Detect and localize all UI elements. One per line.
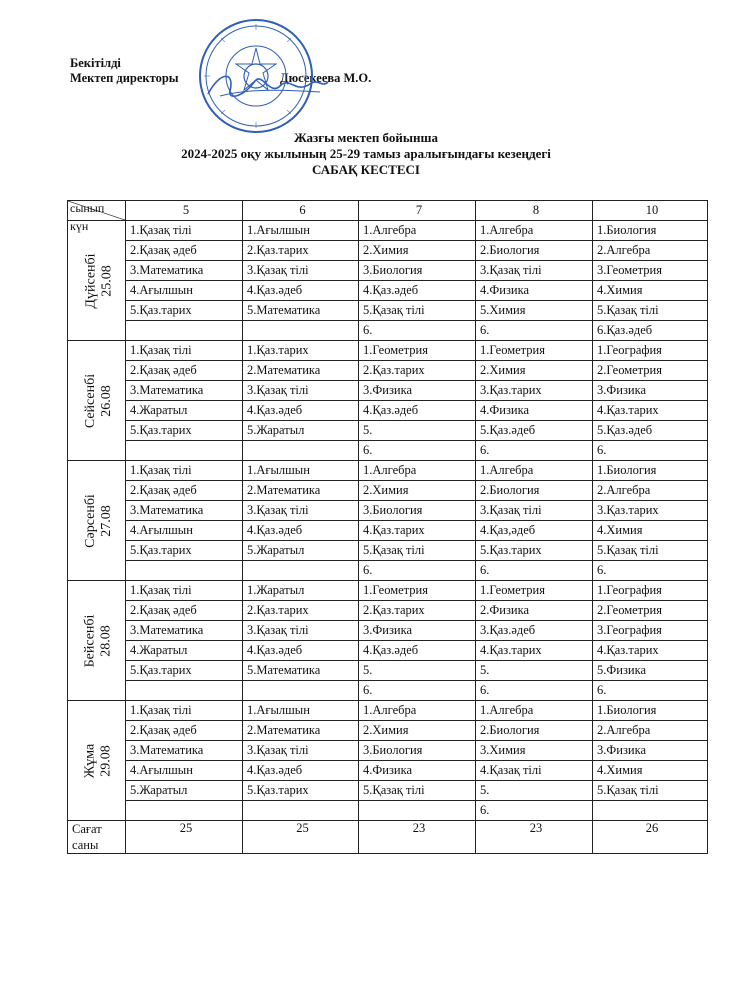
- lesson-cell: 1.Қазақ тілі: [126, 221, 243, 241]
- lesson-cell: 5.Қазақ тілі: [593, 301, 708, 321]
- lesson-cell: 5.Қазақ тілі: [359, 541, 476, 561]
- lesson-cell: 5.Қаз.тарих: [126, 301, 243, 321]
- lesson-cell: 1.Алгебра: [359, 221, 476, 241]
- lesson-cell: 5.Қаз.тарих: [243, 781, 359, 801]
- class-header: 10: [593, 201, 708, 221]
- lesson-cell: 2.Геометрия: [593, 361, 708, 381]
- lesson-cell: 5.Қаз.әдеб: [593, 421, 708, 441]
- lesson-cell: 3.Физика: [593, 741, 708, 761]
- lesson-cell: 6.: [476, 801, 593, 821]
- lesson-cell: 5.Жаратыл: [126, 781, 243, 801]
- lesson-cell: 5.Қаз.әдеб: [476, 421, 593, 441]
- lesson-cell: 3.Математика: [126, 741, 243, 761]
- schedule-row: [68, 741, 708, 761]
- lesson-cell: 1.Қазақ тілі: [126, 581, 243, 601]
- lesson-cell: 4.Қаз.тарих: [593, 641, 708, 661]
- lesson-cell: [243, 681, 359, 701]
- director-position: Мектеп директоры: [70, 71, 179, 85]
- lesson-cell: 2.Биология: [476, 481, 593, 501]
- lesson-cell: 2.Химия: [359, 241, 476, 261]
- lesson-cell: 4.Қаз.әдеб: [243, 281, 359, 301]
- lesson-cell: 3.Қазақ тілі: [476, 501, 593, 521]
- lesson-cell: 2.Математика: [243, 361, 359, 381]
- lesson-cell: 2.Қазақ әдеб: [126, 361, 243, 381]
- lesson-cell: 2.Қазақ әдеб: [126, 601, 243, 621]
- schedule-row: [68, 461, 708, 481]
- lesson-cell: 3.География: [593, 621, 708, 641]
- lesson-cell: 5.Қаз.тарих: [126, 541, 243, 561]
- lesson-cell: 2.Химия: [476, 361, 593, 381]
- lesson-cell: 4.Ағылшын: [126, 761, 243, 781]
- lesson-cell: [243, 441, 359, 461]
- schedule-row: [68, 621, 708, 641]
- lesson-cell: 2.Алгебра: [593, 241, 708, 261]
- class-header: 6: [243, 201, 359, 221]
- schedule-row: [68, 781, 708, 801]
- title-line-3: САБАҚ КЕСТЕСІ: [312, 162, 420, 177]
- lesson-cell: 1.Биология: [593, 461, 708, 481]
- lesson-cell: 4.Қаз.әдеб: [243, 761, 359, 781]
- lesson-cell: 4.Қаз.әдеб: [243, 641, 359, 661]
- lesson-cell: 3.Физика: [359, 621, 476, 641]
- schedule-row: [68, 601, 708, 621]
- day-name: Сейсенбі: [83, 373, 99, 428]
- lesson-cell: 4.Қаз.әдеб: [359, 401, 476, 421]
- schedule-row: [68, 341, 708, 361]
- lesson-cell: 2.Қазақ әдеб: [126, 481, 243, 501]
- lesson-cell: 6.: [476, 441, 593, 461]
- day-label: [83, 494, 115, 548]
- corner-cell: [68, 201, 126, 233]
- lesson-cell: 3.Қазақ тілі: [476, 261, 593, 281]
- lesson-cell: 2.Алгебра: [593, 721, 708, 741]
- lesson-cell: 3.Математика: [126, 381, 243, 401]
- approval-heading: Бекітілді: [70, 56, 121, 70]
- lesson-cell: 5.Қаз.тарих: [476, 541, 593, 561]
- schedule-row: [68, 541, 708, 561]
- schedule-row: [68, 441, 708, 461]
- lesson-cell: 5.Қазақ тілі: [359, 301, 476, 321]
- schedule-row: [68, 521, 708, 541]
- lesson-cell: 2.Биология: [476, 721, 593, 741]
- schedule-row: [68, 301, 708, 321]
- lesson-cell: 2.Математика: [243, 721, 359, 741]
- schedule-row: [68, 361, 708, 381]
- lesson-cell: 2.Биология: [476, 241, 593, 261]
- class-header: 8: [476, 201, 593, 221]
- lesson-cell: 4.Қаз.тарих: [359, 521, 476, 541]
- lesson-cell: 3.Қазақ тілі: [243, 381, 359, 401]
- lesson-cell: 5.Математика: [243, 661, 359, 681]
- lesson-cell: [243, 321, 359, 341]
- schedule-row: [68, 501, 708, 521]
- day-cell: [68, 701, 126, 821]
- lesson-cell: 4.Қаз,әдеб: [476, 521, 593, 541]
- lesson-cell: 4.Ағылшын: [126, 521, 243, 541]
- day-label: [83, 373, 115, 427]
- lesson-cell: 5.: [476, 781, 593, 801]
- lesson-cell: 3.Қазақ тілі: [243, 621, 359, 641]
- schedule-row: [68, 481, 708, 501]
- lesson-cell: 3.Биология: [359, 261, 476, 281]
- lesson-cell: 6.: [593, 561, 708, 581]
- lesson-cell: 3.Қаз.тарих: [593, 501, 708, 521]
- class-header: 5: [126, 201, 243, 221]
- lesson-cell: [126, 801, 243, 821]
- lesson-cell: [126, 681, 243, 701]
- lesson-cell: 5.Физика: [593, 661, 708, 681]
- hours-value: 23: [476, 821, 593, 854]
- document-title: [0, 130, 732, 178]
- day-date: 26.08: [99, 384, 115, 417]
- lesson-cell: 2.Қаз.тарих: [359, 601, 476, 621]
- schedule-row: [68, 321, 708, 341]
- lesson-cell: 3.Қаз.әдеб: [476, 621, 593, 641]
- lesson-cell: 1.Ағылшын: [243, 461, 359, 481]
- hours-value: 26: [593, 821, 708, 854]
- lesson-cell: 3.Биология: [359, 741, 476, 761]
- lesson-cell: 2.Алгебра: [593, 481, 708, 501]
- lesson-cell: 2.Қаз.тарих: [243, 601, 359, 621]
- lesson-cell: 5.Қазақ тілі: [359, 781, 476, 801]
- lesson-cell: 6.: [359, 321, 476, 341]
- day-date: 25.08: [99, 264, 115, 297]
- lesson-cell: 4.Қаз.әдеб: [359, 641, 476, 661]
- lesson-cell: 5.Қаз.тарих: [126, 661, 243, 681]
- lesson-cell: 3.Физика: [359, 381, 476, 401]
- lesson-cell: 4.Химия: [593, 761, 708, 781]
- lesson-cell: 5.: [476, 661, 593, 681]
- lesson-cell: 1.Геометрия: [359, 341, 476, 361]
- schedule-row: [68, 761, 708, 781]
- lesson-cell: 4.Физика: [476, 401, 593, 421]
- schedule-row: [68, 381, 708, 401]
- lesson-cell: [126, 561, 243, 581]
- lesson-cell: 3.Биология: [359, 501, 476, 521]
- lesson-cell: 4.Жаратыл: [126, 641, 243, 661]
- lesson-cell: 6.: [593, 441, 708, 461]
- lesson-cell: 2.Қаз.тарих: [359, 361, 476, 381]
- schedule-row: [68, 581, 708, 601]
- lesson-cell: 4.Қаз.әдеб: [243, 521, 359, 541]
- lesson-cell: 1.География: [593, 581, 708, 601]
- director-signature-icon: [200, 66, 330, 106]
- lesson-cell: 5.Қаз.тарих: [126, 421, 243, 441]
- lesson-cell: [126, 441, 243, 461]
- day-cell: [68, 221, 126, 341]
- header-row: [68, 201, 708, 221]
- lesson-cell: 1.Жаратыл: [243, 581, 359, 601]
- title-line-2: 2024-2025 оқу жылының 25-29 тамыз аралығындағы кезеңдегі: [181, 146, 551, 161]
- director-name: Дюсекеева М.О.: [280, 71, 372, 85]
- lesson-cell: 4.Химия: [593, 281, 708, 301]
- lesson-cell: 3.Физика: [593, 381, 708, 401]
- schedule-row: [68, 661, 708, 681]
- day-label: [83, 743, 115, 778]
- lesson-cell: 4.Ағылшын: [126, 281, 243, 301]
- day-name: Жұма: [82, 743, 98, 778]
- lesson-cell: 1.Геометрия: [359, 581, 476, 601]
- schedule-row: [68, 561, 708, 581]
- schedule-row: [68, 701, 708, 721]
- lesson-cell: 3.Қазақ тілі: [243, 501, 359, 521]
- lesson-cell: 2.Қаз.тарих: [243, 241, 359, 261]
- lesson-cell: 5.Қазақ тілі: [593, 541, 708, 561]
- lesson-cell: 5.: [359, 661, 476, 681]
- lesson-cell: [243, 801, 359, 821]
- lesson-cell: 3.Қазақ тілі: [243, 261, 359, 281]
- schedule-row: [68, 641, 708, 661]
- lesson-cell: 4.Химия: [593, 521, 708, 541]
- day-cell: [68, 461, 126, 581]
- lesson-cell: 2.Химия: [359, 481, 476, 501]
- lesson-cell: 6.: [593, 681, 708, 701]
- day-name: Бейсенбі: [82, 614, 98, 667]
- lesson-cell: [243, 561, 359, 581]
- lesson-cell: 4.Қаз.тарих: [593, 401, 708, 421]
- hours-value: 25: [126, 821, 243, 854]
- lesson-cell: 6.: [476, 321, 593, 341]
- schedule-row: [68, 221, 708, 241]
- lesson-cell: 3.Математика: [126, 501, 243, 521]
- lesson-cell: 5.Жаратыл: [243, 421, 359, 441]
- lesson-cell: 6.: [476, 681, 593, 701]
- lesson-cell: 1.Қазақ тілі: [126, 341, 243, 361]
- lesson-cell: 4.Қаз.әдеб: [359, 281, 476, 301]
- schedule-row: [68, 241, 708, 261]
- lesson-cell: 5.Қазақ тілі: [593, 781, 708, 801]
- corner-class-label: сынып: [70, 201, 105, 215]
- lesson-cell: 1.Қазақ тілі: [126, 701, 243, 721]
- lesson-cell: 2.Химия: [359, 721, 476, 741]
- lesson-cell: 1.Ағылшын: [243, 221, 359, 241]
- lesson-cell: [359, 801, 476, 821]
- lesson-cell: 5.Математика: [243, 301, 359, 321]
- lesson-cell: 1.Алгебра: [476, 221, 593, 241]
- lesson-cell: 3.Математика: [126, 261, 243, 281]
- schedule-row: [68, 401, 708, 421]
- lesson-cell: 2.Қазақ әдеб: [126, 241, 243, 261]
- schedule-row: [68, 281, 708, 301]
- hours-value: 23: [359, 821, 476, 854]
- lesson-cell: 2.Геометрия: [593, 601, 708, 621]
- lesson-cell: 2.Математика: [243, 481, 359, 501]
- lesson-cell: 4.Жаратыл: [126, 401, 243, 421]
- lesson-cell: 1.Алгебра: [359, 701, 476, 721]
- lesson-cell: 1.Алгебра: [359, 461, 476, 481]
- lesson-cell: 3.Геометрия: [593, 261, 708, 281]
- day-cell: [68, 341, 126, 461]
- lesson-cell: 1.Геометрия: [476, 341, 593, 361]
- day-name: Сәрсенбі: [82, 493, 98, 548]
- lesson-cell: 1.Қаз.тарих: [243, 341, 359, 361]
- day-date: 29.08: [98, 744, 114, 777]
- lesson-cell: 4.Физика: [476, 281, 593, 301]
- schedule-row: [68, 681, 708, 701]
- lesson-cell: 1.Алгебра: [476, 461, 593, 481]
- day-name: Дүйсенбі: [83, 252, 99, 309]
- lesson-cell: 2.Физика: [476, 601, 593, 621]
- lesson-cell: [593, 801, 708, 821]
- lesson-cell: 1.Биология: [593, 221, 708, 241]
- lesson-cell: 1.Алгебра: [476, 701, 593, 721]
- lesson-cell: 4.Қаз.тарих: [476, 641, 593, 661]
- corner-day-label: күн: [70, 219, 89, 233]
- schedule-row: [68, 261, 708, 281]
- lesson-cell: 3.Қаз.тарих: [476, 381, 593, 401]
- lesson-cell: 6.: [359, 441, 476, 461]
- lesson-cell: 5.Химия: [476, 301, 593, 321]
- lesson-cell: 1.Қазақ тілі: [126, 461, 243, 481]
- day-label: [82, 614, 114, 667]
- schedule-row: [68, 421, 708, 441]
- day-date: 27.08: [98, 504, 114, 537]
- lesson-cell: 6.: [476, 561, 593, 581]
- lesson-cell: 2.Қазақ әдеб: [126, 721, 243, 741]
- lesson-cell: 4.Қазақ тілі: [476, 761, 593, 781]
- lesson-cell: 1.Геометрия: [476, 581, 593, 601]
- lesson-cell: 1.География: [593, 341, 708, 361]
- lesson-cell: 3.Математика: [126, 621, 243, 641]
- lesson-cell: 1.Ағылшын: [243, 701, 359, 721]
- day-cell: [68, 581, 126, 701]
- lesson-cell: 5.Жаратыл: [243, 541, 359, 561]
- hours-label: Сағат саны: [68, 821, 126, 854]
- lesson-cell: 3.Қазақ тілі: [243, 741, 359, 761]
- lesson-cell: 6.: [359, 561, 476, 581]
- lesson-cell: 4.Қаз.әдеб: [243, 401, 359, 421]
- hours-value: 25: [243, 821, 359, 854]
- lesson-cell: 5.: [359, 421, 476, 441]
- lesson-cell: 6.Қаз.әдеб: [593, 321, 708, 341]
- lesson-cell: 6.: [359, 681, 476, 701]
- day-label: [84, 253, 116, 308]
- class-header: 7: [359, 201, 476, 221]
- lesson-cell: [126, 321, 243, 341]
- lesson-cell: 1.Биология: [593, 701, 708, 721]
- schedule-table: [67, 200, 708, 854]
- lesson-cell: 4.Физика: [359, 761, 476, 781]
- title-line-1: Жазғы мектеп бойынша: [293, 130, 438, 145]
- schedule-row: [68, 801, 708, 821]
- hours-row: [68, 821, 708, 854]
- day-date: 28.08: [98, 624, 114, 657]
- schedule-row: [68, 721, 708, 741]
- lesson-cell: 3.Химия: [476, 741, 593, 761]
